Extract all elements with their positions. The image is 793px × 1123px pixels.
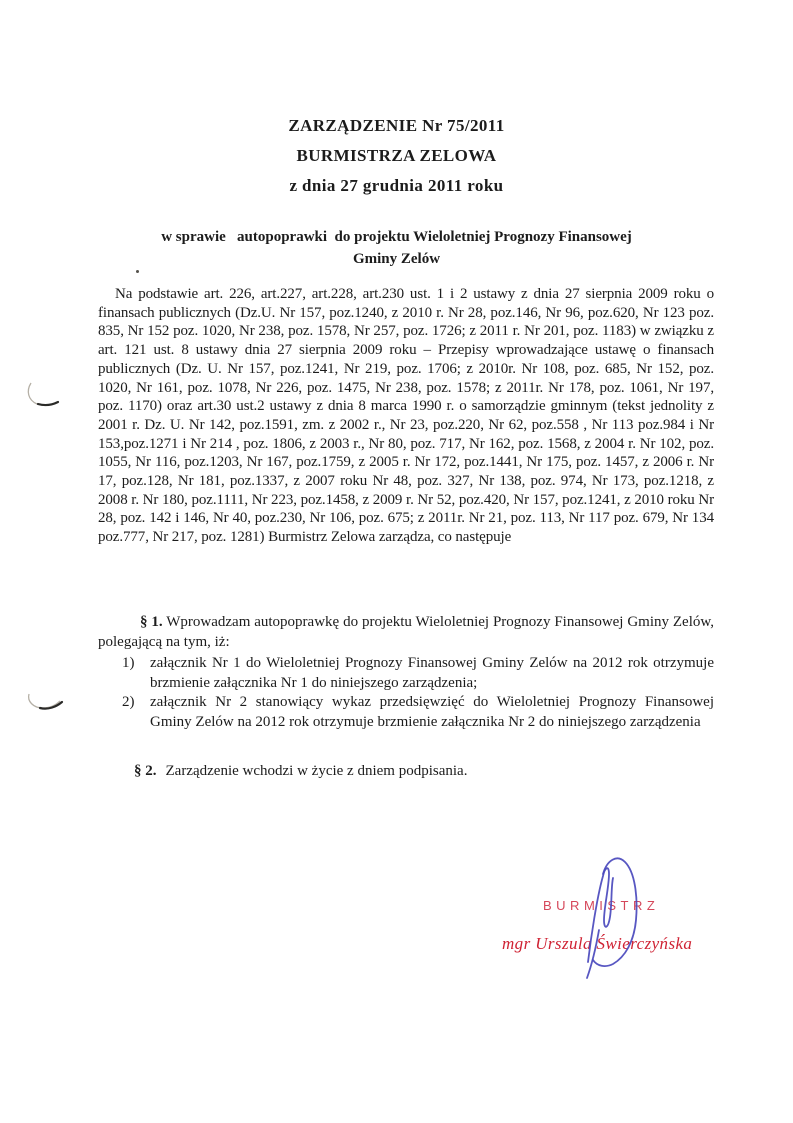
scan-speck — [136, 270, 139, 273]
section-1-label: § 1. — [140, 614, 163, 630]
ordinance-number-title: ZARZĄDZENIE Nr 75/2011 — [288, 116, 505, 135]
margin-scan-mark — [24, 378, 64, 410]
list-item-number: 2) — [122, 694, 135, 710]
mayor-stamp-title: BURMISTRZ — [543, 898, 660, 913]
section-1 — [98, 613, 714, 732]
mayor-stamp-name: mgr Urszula Świerczyńska — [502, 934, 693, 953]
section-1-intro — [98, 613, 714, 652]
document-subject — [0, 226, 793, 270]
legal-basis-paragraph: Na podstawie art. 226, art.227, art.228, art.230 ust. 1 i 2 ustawy z dnia 27 sierpnia 2009 roku o finansach publicznych (Dz.U. Nr 157, poz.1240, z 2010 r. Nr 28, poz.146, Nr 96, poz.620, Nr 123 poz. 835, Nr 152 poz. 1020, Nr 238, poz. 1578, Nr 257, poz. 1726; z 2011 r. Nr 201, poz. 1183) w związku z art. 121 ust. 8 ustawy dnia 27 sierpnia 2009 roku – Przepisy wprowadzające ustawę o finansach publicznych (Dz. U. Nr 157, poz.1241, Nr 219, poz. 1706; z 2010r. Nr 108, poz. 685, Nr 152, poz. 1020, Nr 161, poz. 1078, Nr 226, poz. 1475, Nr 238, poz. 1578; z 2011r. Nr 178, poz. 1061, Nr 197, poz. 1170) oraz art.30 ust.2 ustawy z dnia 8 marca 1990 r. o samorządzie gminnym (tekst jednolity z 2001 r. Dz. U. Nr 142, poz.1591, zm. z 2002 r., Nr 23, poz.220, Nr 62, poz.558 , Nr 113 poz.984 i Nr 153,poz.1271 i Nr 214 , poz. 1806, z 2003 r., Nr 80, poz. 717, Nr 162, poz. 1568, z 2004 r. Nr 102, poz. 1055, Nr 116, poz.1203, Nr 167, poz.1759, z 2005 r. Nr 172, poz.1441, Nr 175, poz. 1457, z 2006 r. Nr 17, poz.128, Nr 181, poz.1337, z 2007 roku Nr 48, poz. 327, Nr 138, poz. 974, Nr 173, poz.1218, z 2008 r. Nr 180, poz.1111, Nr 223, poz.1458, z 2009 r. Nr 52, poz.420, Nr 157, poz.1241, z 2010 roku Nr 28, poz. 142 i 146, Nr 40, poz.230, Nr 106, poz. 675; z 2011r. Nr 21, poz. 113, Nr 117 poz. 679, Nr 134 poz.777, Nr 217, poz. 1281) Burmistrz Zelowa zarządza, co następuje — [98, 286, 714, 546]
list-item — [98, 654, 714, 693]
subject-line-2: Gminy Zelów — [352, 251, 441, 267]
issuing-authority-title: BURMISTRZA ZELOWA — [296, 146, 497, 165]
list-item-number: 1) — [122, 655, 135, 671]
section-2-text: Zarządzenie wchodzi w życie z dniem podpisania. — [165, 763, 468, 779]
section-1-intro-text: Wprowadzam autopoprawkę do projektu Wieloletniej Prognozy Finansowej Gminy Zelów, polegającą na tym, iż: — [98, 614, 714, 650]
section-2-label: § 2. — [134, 763, 157, 779]
section-2 — [98, 762, 714, 782]
list-item-text: załącznik Nr 2 stanowiący wykaz przedsięwzięć do Wieloletniej Prognozy Finansowej Gminy Zelów na 2012 rok otrzymuje brzmienie załącznika Nr 2 do niniejszego zarządzenia — [150, 694, 714, 730]
subject-line-1: w sprawie autopoprawki do projektu Wieloletniej Prognozy Finansowej — [161, 229, 632, 245]
list-item-text: załącznik Nr 1 do Wieloletniej Prognozy Finansowej Gminy Zelów na 2012 rok otrzymuje brzmienie załącznika Nr 1 do niniejszego zarządzenia; — [150, 655, 714, 691]
list-item — [98, 693, 714, 732]
section-1-list — [98, 654, 714, 732]
ordinance-date: z dnia 27 grudnia 2011 roku — [289, 176, 504, 195]
document-heading — [0, 111, 793, 201]
handwritten-signature — [575, 852, 653, 984]
margin-scan-mark — [24, 686, 66, 716]
